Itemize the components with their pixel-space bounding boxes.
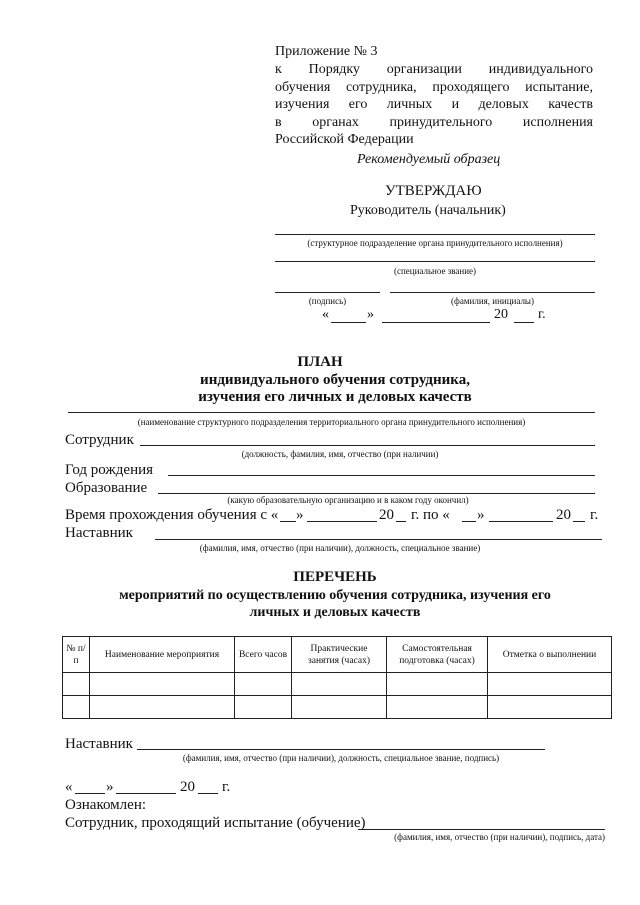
plan-unit-line <box>68 412 595 413</box>
appendix-line: в органах принудительного исполнения <box>275 114 593 130</box>
birth-line <box>168 475 595 476</box>
employee-caption: (должность, фамилия, имя, отчество (при наличии) <box>241 449 439 459</box>
appendix-last-line: Российской Федерации <box>275 132 414 147</box>
period-month-line <box>489 521 553 522</box>
plan-title: ПЛАН <box>297 354 343 370</box>
list-subtitle: мероприятий по осуществлению обучения сотрудника, изучения его <box>119 588 551 603</box>
table-cell[interactable] <box>387 673 488 696</box>
period-label: Время прохождения обучения с « <box>65 507 279 523</box>
signature-line <box>275 292 380 293</box>
events-table <box>62 636 612 719</box>
footer-date-close: » <box>106 779 114 795</box>
period-year: 20 <box>379 507 394 523</box>
period-day-line <box>280 521 296 522</box>
table-header-row <box>63 637 612 673</box>
col-event-name: Наименование мероприятия <box>90 637 235 673</box>
table-cell[interactable] <box>235 696 292 719</box>
period-year-suffix: г. <box>590 507 599 523</box>
col-number: № п/п <box>63 637 90 673</box>
head-label: Руководитель (начальник) <box>350 203 506 218</box>
table-cell[interactable] <box>387 696 488 719</box>
table-cell[interactable] <box>488 696 612 719</box>
name-caption: (фамилия, инициалы) <box>451 296 534 306</box>
footer-month-line <box>116 793 176 794</box>
table-cell[interactable] <box>488 673 612 696</box>
unit-caption: (структурное подразделение органа принудительного исполнения) <box>307 238 563 248</box>
footer-employee-caption: (фамилия, имя, отчество (при наличии), подпись, дата) <box>394 832 605 842</box>
mentor-label: Наставник <box>65 525 133 541</box>
acquainted-label: Ознакомлен: <box>65 797 147 813</box>
signature-caption: (подпись) <box>308 296 347 306</box>
footer-year-line <box>198 793 218 794</box>
footer-mentor-label: Наставник <box>65 736 133 752</box>
table-cell[interactable] <box>292 673 387 696</box>
period-year-line <box>573 521 585 522</box>
footer-employee-line <box>358 829 605 830</box>
col-completion-mark: Отметка о выполнении <box>488 637 612 673</box>
plan-unit-caption: (наименование структурного подразделения территориального органа принудительного исполнения) <box>137 417 526 427</box>
mentor-caption: (фамилия, имя, отчество (при наличии), должность, специальное звание) <box>199 543 481 553</box>
appendix-line: обучения сотрудника, проходящего испытание, <box>275 79 593 95</box>
period-close: » <box>477 507 485 523</box>
unit-line <box>275 234 595 235</box>
approval-year-prefix: 20 <box>494 307 508 322</box>
approval-date-close: » <box>367 307 374 322</box>
education-label: Образование <box>65 480 148 496</box>
birth-label: Год рождения <box>65 462 154 478</box>
col-total-hours: Всего часов <box>235 637 292 673</box>
approval-year-line <box>514 322 534 323</box>
appendix-line: изучения его личных и деловых качеств <box>275 97 593 112</box>
footer-mentor-caption: (фамилия, имя, отчество (при наличии), должность, специальное звание, подпись) <box>182 753 500 763</box>
period-year-line <box>396 521 406 522</box>
appendix-line: к Порядку организации индивидуального <box>275 62 593 77</box>
period-year: 20 <box>556 507 571 523</box>
education-line <box>158 493 595 494</box>
table-cell[interactable] <box>90 696 235 719</box>
period-day-line <box>462 521 476 522</box>
table-row <box>63 696 612 719</box>
approval-month-line <box>382 322 490 323</box>
period-month-line <box>307 521 377 522</box>
list-title: ПЕРЕЧЕНЬ <box>293 569 377 585</box>
appendix-title: Приложение № 3 <box>275 44 378 59</box>
name-line <box>390 292 595 293</box>
rank-caption: (специальное звание) <box>393 266 477 276</box>
footer-year-prefix: 20 <box>180 779 195 795</box>
education-caption: (какую образовательную организацию и в каком году окончил) <box>227 495 469 505</box>
list-subtitle: личных и деловых качеств <box>249 605 421 620</box>
appendix-text <box>275 61 593 149</box>
plan-subtitle: изучения его личных и деловых качеств <box>198 389 472 405</box>
approval-year-suffix: г. <box>538 307 546 322</box>
sample-label: Рекомендуемый образец <box>357 152 501 167</box>
employee-line <box>140 445 595 446</box>
table-cell[interactable] <box>63 696 90 719</box>
period-close: » <box>296 507 304 523</box>
footer-employee-label: Сотрудник, проходящий испытание (обучение) <box>65 815 366 831</box>
approval-date-open: « <box>322 307 329 322</box>
footer-year-suffix: г. <box>222 779 231 795</box>
table-cell[interactable] <box>292 696 387 719</box>
approve-label: УТВЕРЖДАЮ <box>385 183 482 199</box>
plan-subtitle: индивидуального обучения сотрудника, <box>200 372 470 388</box>
table-cell[interactable] <box>90 673 235 696</box>
footer-mentor-line <box>137 749 545 750</box>
table-row <box>63 673 612 696</box>
rank-line <box>275 261 595 262</box>
mentor-line <box>155 539 602 540</box>
period-to: г. по « <box>411 507 450 523</box>
footer-date-open: « <box>65 779 73 795</box>
employee-label: Сотрудник <box>65 432 134 448</box>
table-cell[interactable] <box>235 673 292 696</box>
table-cell[interactable] <box>63 673 90 696</box>
footer-day-line <box>75 793 105 794</box>
approval-day-line <box>331 322 366 323</box>
col-practice: Практические занятия (часах) <box>292 637 387 673</box>
col-self-study: Самостоятельная подготовка (часах) <box>387 637 488 673</box>
